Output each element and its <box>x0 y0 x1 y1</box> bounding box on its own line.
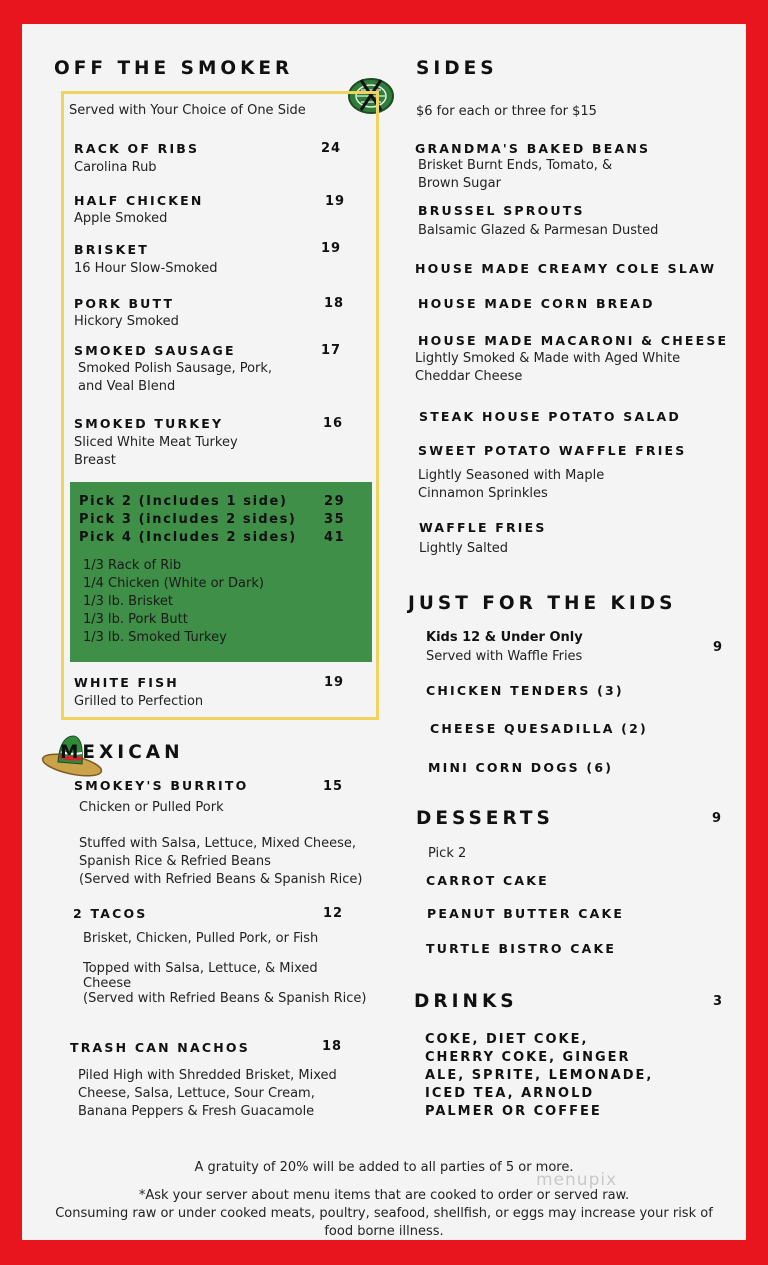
combo-pick-label: Pick 2 (Includes 1 side) <box>79 494 288 509</box>
kids-title: JUST FOR THE KIDS <box>408 593 677 614</box>
combo-option: 1/4 Chicken (White or Dark) <box>83 576 264 591</box>
menu-item-name: BRISKET <box>74 242 149 257</box>
kids-note: Kids 12 & Under Only <box>426 630 583 645</box>
menu-item-desc: 16 Hour Slow-Smoked <box>74 261 218 276</box>
dessert-item: PEANUT BUTTER CAKE <box>427 906 625 921</box>
drinks-line: PALMER OR COFFEE <box>425 1104 602 1119</box>
menu-item-desc: Chicken or Pulled Pork <box>79 800 224 815</box>
menu-item-desc: Brisket, Chicken, Pulled Pork, or Fish <box>83 931 319 946</box>
side-item-name: WAFFLE FRIES <box>419 520 547 535</box>
menu-item-name: WHITE FISH <box>74 675 179 690</box>
menu-item-price: 19 <box>324 675 345 690</box>
menu-item-price: 12 <box>323 906 344 921</box>
menu-item-name: 2 TACOS <box>73 906 148 921</box>
side-item-name: HOUSE MADE CREAMY COLE SLAW <box>415 261 717 276</box>
menu-item-desc: Cheese, Salsa, Lettuce, Sour Cream, <box>78 1086 315 1101</box>
side-item-desc: Brisket Burnt Ends, Tomato, & <box>418 158 613 173</box>
side-item-name: HOUSE MADE CORN BREAD <box>418 296 655 311</box>
kids-note-sub: Served with Waffle Fries <box>426 649 583 664</box>
menu-item-desc: Topped with Salsa, Lettuce, & Mixed <box>83 961 318 976</box>
desserts-note: Pick 2 <box>428 846 467 861</box>
side-item-desc: Cheddar Cheese <box>415 369 523 384</box>
side-item-name: BRUSSEL SPROUTS <box>418 203 585 218</box>
raw-warning-end: food borne illness. <box>324 1224 444 1239</box>
side-item-desc: Lightly Smoked & Made with Aged White <box>415 351 681 366</box>
raw-warning-ask: *Ask your server about menu items that are cooked to order or served raw. <box>138 1188 630 1203</box>
kids-item: CHEESE QUESADILLA (2) <box>430 721 648 736</box>
dessert-item: TURTLE BISTRO CAKE <box>426 941 617 956</box>
menu-item-name: HALF CHICKEN <box>74 193 204 208</box>
combo-option: 1/3 lb. Pork Butt <box>83 612 188 627</box>
kids-item: CHICKEN TENDERS (3) <box>426 683 624 698</box>
side-item-desc: Brown Sugar <box>418 176 501 191</box>
combo-pick-label: Pick 3 (includes 2 sides) <box>79 512 297 527</box>
side-item-name: STEAK HOUSE POTATO SALAD <box>419 409 681 424</box>
drinks-line: CHERRY COKE, GINGER <box>425 1050 631 1065</box>
menu-item-price: 17 <box>321 343 342 358</box>
combo-option: 1/3 Rack of Rib <box>83 558 182 573</box>
side-item-name: SWEET POTATO WAFFLE FRIES <box>418 443 687 458</box>
side-item-desc: Lightly Seasoned with Maple <box>418 468 605 483</box>
menu-item-desc: and Veal Blend <box>78 379 176 394</box>
menu-item-desc: Banana Peppers & Fresh Guacamole <box>78 1104 315 1119</box>
menu-item-desc: Breast <box>74 453 116 468</box>
watermark: menupix <box>536 1170 618 1190</box>
smoker-title: OFF THE SMOKER <box>54 58 294 79</box>
menu-item-desc: (Served with Refried Beans & Spanish Rice) <box>79 872 363 887</box>
combo-option: 1/3 lb. Brisket <box>83 594 173 609</box>
menu-item-desc: Apple Smoked <box>74 211 168 226</box>
combo-pick-price: 35 <box>324 512 346 527</box>
menu-item-name: RACK OF RIBS <box>74 141 200 156</box>
menu-item-price: 24 <box>321 141 342 156</box>
raw-warning: Consuming raw or under cooked meats, poultry, seafood, shellfish, or eggs may increase your risk of <box>55 1206 713 1221</box>
side-item-name: HOUSE MADE MACARONI & CHEESE <box>418 333 729 348</box>
menu-item-name: SMOKEY'S BURRITO <box>74 778 249 793</box>
combo-option: 1/3 lb. Smoked Turkey <box>83 630 227 645</box>
menu-item-price: 16 <box>323 416 344 431</box>
menu-item-desc: (Served with Refried Beans & Spanish Rice) <box>83 991 367 1006</box>
sides-note: $6 for each or three for $15 <box>416 104 597 119</box>
kids-item: MINI CORN DOGS (6) <box>428 760 614 775</box>
dessert-item: CARROT CAKE <box>426 873 549 888</box>
drinks-line: ALE, SPRITE, LEMONADE, <box>425 1068 654 1083</box>
combo-pick-label: Pick 4 (Includes 2 sides) <box>79 530 297 545</box>
drinks-price: 3 <box>713 994 724 1009</box>
combo-pick-price: 29 <box>324 494 346 509</box>
mexican-title: MEXICAN <box>60 742 184 763</box>
side-item-desc: Balsamic Glazed & Parmesan Dusted <box>418 223 659 238</box>
gratuity-note: A gratuity of 20% will be added to all parties of 5 or more. <box>194 1160 574 1175</box>
menu-item-price: 18 <box>322 1039 343 1054</box>
desserts-price: 9 <box>712 811 723 826</box>
menu-item-desc: Piled High with Shredded Brisket, Mixed <box>78 1068 337 1083</box>
side-item-desc: Cinnamon Sprinkles <box>418 486 548 501</box>
menu-item-name: TRASH CAN NACHOS <box>70 1040 250 1055</box>
menu-item-desc: Sliced White Meat Turkey <box>74 435 238 450</box>
menu-item-price: 19 <box>325 194 346 209</box>
side-item-desc: Lightly Salted <box>419 541 509 556</box>
menu-item-name: SMOKED SAUSAGE <box>74 343 236 358</box>
menu-item-name: SMOKED TURKEY <box>74 416 224 431</box>
menu-item-desc: Grilled to Perfection <box>74 694 204 709</box>
drinks-title: DRINKS <box>414 991 518 1012</box>
side-item-name: GRANDMA'S BAKED BEANS <box>415 141 651 156</box>
desserts-title: DESSERTS <box>416 808 554 829</box>
drinks-line: ICED TEA, ARNOLD <box>425 1086 595 1101</box>
smoker-note: Served with Your Choice of One Side <box>69 103 306 118</box>
menu-item-name: PORK BUTT <box>74 296 175 311</box>
menu-item-desc: Cheese <box>83 976 132 991</box>
menu-item-price: 18 <box>324 296 345 311</box>
drinks-line: COKE, DIET COKE, <box>425 1032 589 1047</box>
menu-item-desc: Spanish Rice & Refried Beans <box>79 854 271 869</box>
menu-item-desc: Carolina Rub <box>74 160 157 175</box>
menu-item-desc: Hickory Smoked <box>74 314 179 329</box>
sides-title: SIDES <box>416 58 498 79</box>
menu-item-price: 19 <box>321 241 342 256</box>
kids-price: 9 <box>713 640 724 655</box>
menu-item-desc: Smoked Polish Sausage, Pork, <box>78 361 273 376</box>
combo-pick-price: 41 <box>324 530 346 545</box>
menu-item-desc: Stuffed with Salsa, Lettuce, Mixed Cheese, <box>79 836 357 851</box>
menu-item-price: 15 <box>323 779 344 794</box>
